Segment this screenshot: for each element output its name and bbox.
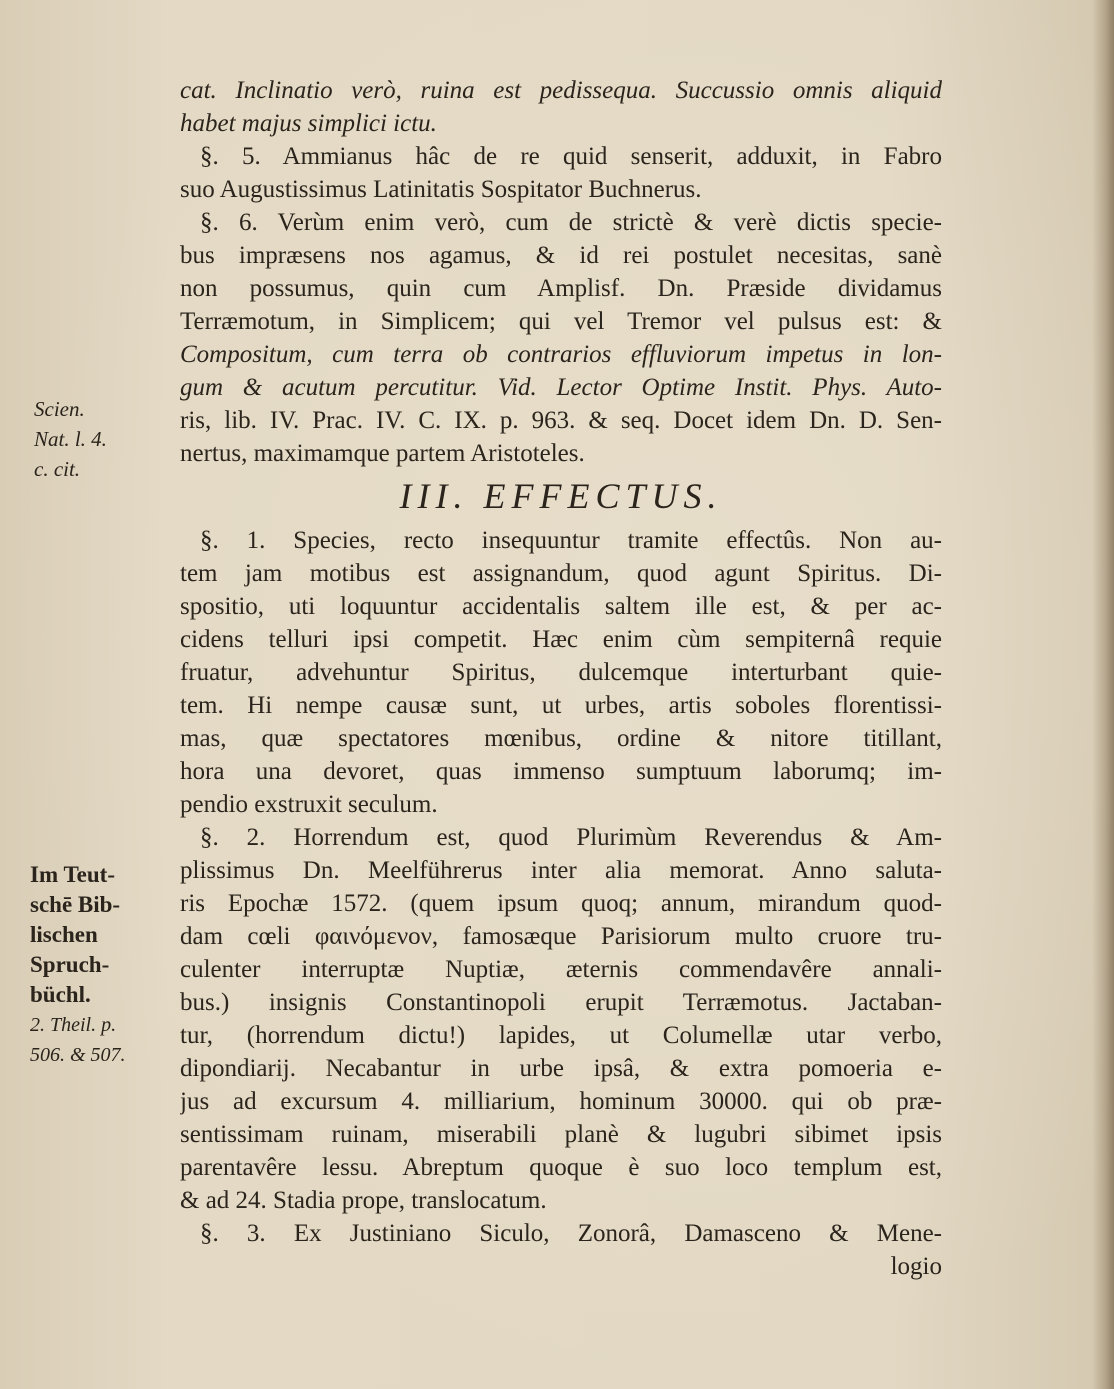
text-line: & ad 24. Stadia prope, translocatum.: [180, 1187, 547, 1214]
margin-note-line: c. cit.: [34, 457, 81, 481]
text-line: Compositum, cum terra ob contrarios effluviorum impetus in lon-: [180, 341, 942, 368]
text-line: mas, quæ spectatores mœnibus, ordine & nitore titillant,: [180, 725, 942, 752]
text-line: cidens telluri ipsi competit. Hæc enim cùm sempiternâ requie: [180, 626, 942, 653]
text-line: parentavêre lessu. Abreptum quoque è suo loco templum est,: [180, 1154, 942, 1181]
margin-note-line: Scien.: [34, 397, 85, 421]
catchword: logio: [890, 1253, 942, 1280]
paragraph-2: §. 2. Horrendum est, quod Plurimùm Reverendus & Am-: [200, 824, 942, 851]
margin-note-latin: [30, 394, 160, 484]
paragraph-3: §. 3. Ex Justiniano Siculo, Zonorâ, Damasceno & Mene-: [200, 1220, 942, 1247]
text-line: ris Epochæ 1572. (quem ipsum quoq; annum, mirandum quod-: [180, 890, 942, 917]
margin-note-line: büchl.: [30, 982, 91, 1007]
text-line: gum & acutum percutitur. Vid. Lector Optime Instit. Phys. Auto-: [180, 374, 942, 401]
text-line: tem jam motibus est assignandum, quod agunt Spiritus. Di-: [180, 560, 942, 587]
text-line: culenter interruptæ Nuptiæ, æternis commendavêre annali-: [180, 956, 942, 983]
margin-note-german: [30, 860, 160, 1070]
text-line: dam cœli φαινόμενον, famosæque Parisiorum multo cruore tru-: [180, 923, 942, 950]
margin-note-line: Nat. l. 4.: [34, 427, 107, 451]
text-line: pendio exstruxit seculum.: [180, 791, 438, 818]
text-line: sentissimam ruinam, miserabili planè & lugubri sibimet ipsis: [180, 1121, 942, 1148]
paragraph-5: §. 5. Ammianus hâc de re quid senserit, adduxit, in Fabro: [200, 143, 942, 170]
text-line: plissimus Dn. Meelführerus inter alia memorat. Anno saluta-: [180, 857, 942, 884]
text-line: bus.) insignis Constantinopoli erupit Terræmotus. Jactaban-: [180, 989, 942, 1016]
text-line: nertus, maximamque partem Aristoteles.: [180, 440, 585, 467]
margin-note-line: Spruch-: [30, 952, 110, 977]
text-line: Terræmotum, in Simplicem; qui vel Tremor vel pulsus est: &: [180, 308, 942, 335]
margin-note-line: 2. Theil. p.: [30, 1014, 117, 1036]
main-text-block: [180, 74, 942, 1283]
text-line: tem. Hi nempe causæ sunt, ut urbes, artis soboles florentissi-: [180, 692, 942, 719]
text-line: tur, (horrendum dictu!) lapides, ut Columellæ utar verbo,: [180, 1022, 942, 1049]
text-line: dipondiarij. Necabantur in urbe ipsâ, & extra pomoeria e-: [180, 1055, 942, 1082]
paragraph-6: §. 6. Verùm enim verò, cum de strictè & verè dictis specie-: [200, 209, 942, 236]
text-line: cat. Inclinatio verò, ruina est pedissequa. Succussio omnis aliquid: [180, 77, 942, 104]
text-line: suo Augustissimus Latinitatis Sospitator Buchnerus.: [180, 176, 702, 203]
text-line: non possumus, quin cum Amplisf. Dn. Præside dividamus: [180, 275, 942, 302]
text-line: jus ad excursum 4. milliarium, hominum 30000. qui ob præ-: [180, 1088, 942, 1115]
text-line: habet majus simplici ictu.: [180, 110, 437, 137]
margin-note-line: 506. & 507.: [30, 1044, 126, 1066]
margin-note-line: Im Teut-: [30, 862, 115, 887]
margin-note-line: lischen: [30, 922, 98, 947]
text-line: hora una devoret, quas immenso sumptuum laborumq; im-: [180, 758, 942, 785]
section-heading: III. EFFECTUS.: [399, 476, 723, 516]
text-line: spositio, uti loquuntur accidentalis saltem ille est, & per ac-: [180, 593, 942, 620]
margin-note-line: schē Bib-: [30, 892, 121, 917]
text-line: ris, lib. IV. Prac. IV. C. IX. p. 963. & seq. Docet idem Dn. D. Sen-: [180, 407, 942, 434]
page-gutter-shadow: [1092, 0, 1114, 1389]
text-line: bus impræsens nos agamus, & id rei postulet necesitas, sanè: [180, 242, 942, 269]
text-line: fruatur, advehuntur Spiritus, dulcemque interturbant quie-: [180, 659, 942, 686]
paragraph-1: §. 1. Species, recto insequuntur tramite effectûs. Non au-: [200, 527, 942, 554]
